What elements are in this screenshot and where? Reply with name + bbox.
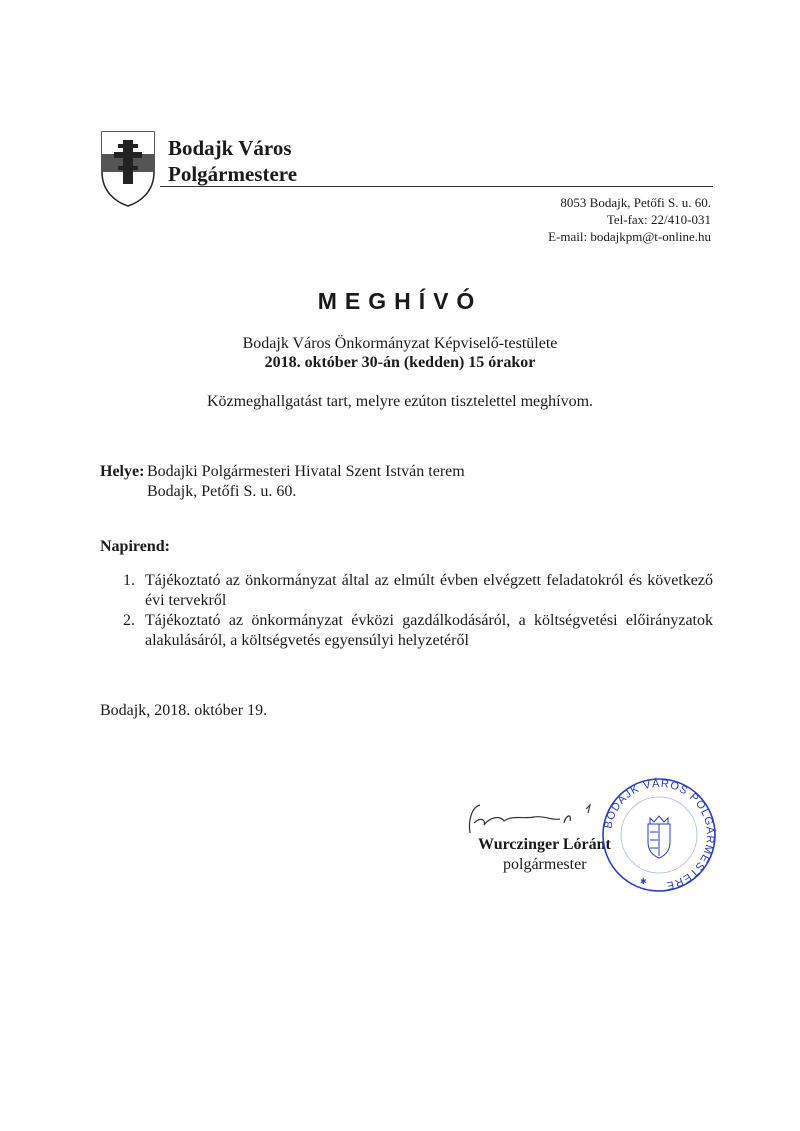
agenda-item-number: 1. (123, 572, 135, 589)
agenda-item-text: Tájékoztató az önkormányzat évközi gazdálkodásáról, a költségvetési előirányzatok alakulásáról, a költségvetés egyensúlyi helyzetéről (145, 612, 713, 649)
signatory-name: Wurczinger Lóránt (478, 836, 611, 853)
email: E-mail: bodajkpm@t-online.hu (548, 229, 711, 244)
agenda-item (123, 611, 713, 651)
signatory-role: polgármester (503, 856, 587, 873)
invitation-body: Bodajk Város Önkormányzat Képviselő-testülete (242, 335, 558, 352)
location-line-1: Bodajki Polgármesteri Hivatal Szent István terem (147, 463, 465, 480)
agenda-item-text: Tájékoztató az önkormányzat által az elmúlt évben elvégzett feladatokról és következő évi tervekről (145, 572, 713, 609)
contact-block (548, 194, 711, 245)
svg-text:BODAJK VÁROS POLGÁRMESTERE: BODAJK VÁROS POLGÁRMESTERE (602, 777, 717, 892)
location-line-2: Bodajk, Petőfi S. u. 60. (147, 483, 297, 500)
header-divider (160, 186, 713, 187)
address: 8053 Bodajk, Petőfi S. u. 60. (560, 195, 711, 210)
org-name: Bodajk Város (168, 136, 292, 160)
agenda-item-number: 2. (123, 612, 135, 629)
date-line: Bodajk, 2018. október 19. (100, 702, 268, 719)
org-subtitle: Polgármestere (168, 162, 298, 186)
invitation-text: Közmeghallgatást tart, melyre ezúton tisztelettel meghívom. (206, 393, 594, 410)
location-label: Helye: (100, 463, 145, 480)
official-stamp (600, 776, 718, 894)
handwritten-signature (460, 795, 610, 840)
svg-text:✱: ✱ (640, 877, 647, 886)
telfax: Tel-fax: 22/410-031 (606, 212, 711, 227)
invitation-datetime: 2018. október 30-án (kedden) 15 órakor (264, 354, 536, 371)
city-crest-logo (100, 130, 156, 208)
agenda-list (123, 571, 713, 651)
agenda-label: Napirend: (100, 538, 170, 555)
document-title: MEGHÍVÓ (317, 288, 483, 314)
agenda-item (123, 571, 713, 611)
